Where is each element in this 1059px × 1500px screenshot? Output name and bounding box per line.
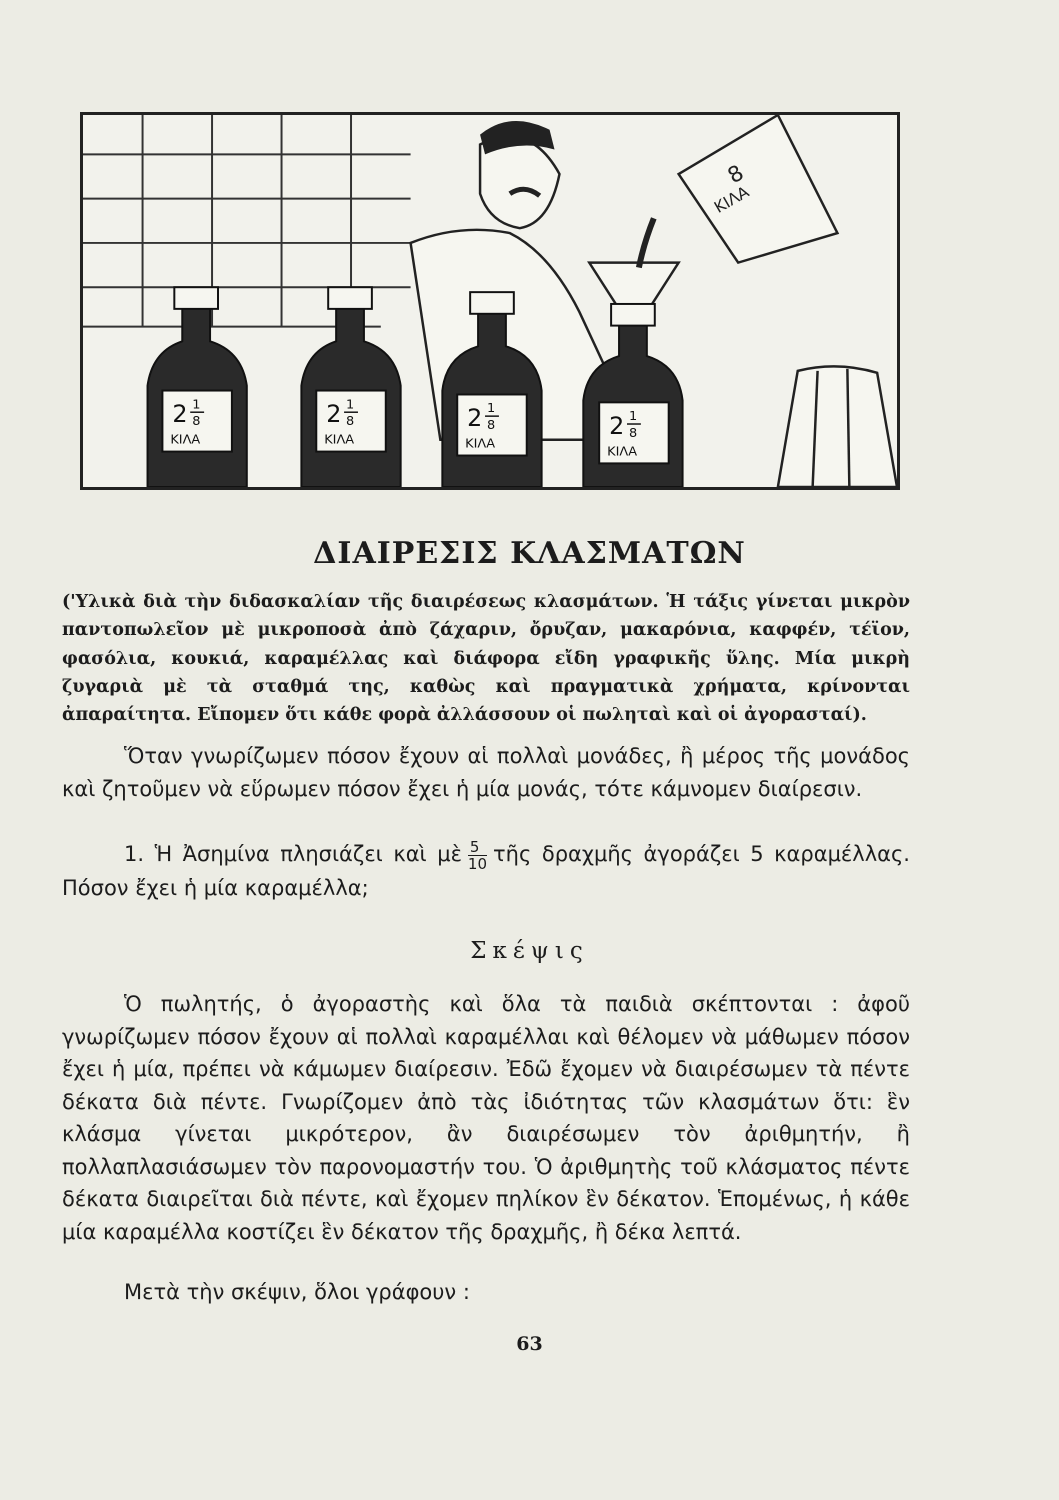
fraction	[468, 839, 487, 872]
bottle-label-den: 8	[346, 414, 355, 429]
grocery-illustration-drawing	[83, 115, 897, 487]
fraction-numerator: 5	[468, 839, 487, 856]
bottle-label-num: 1	[192, 397, 201, 413]
bottle-label-whole: 2	[609, 411, 625, 440]
bottle-label-num: 1	[628, 409, 638, 425]
page-title: ΔΙΑΙΡΕΣΙΣ ΚΛΑΣΜΑΤΩΝ	[313, 536, 746, 571]
bottle-label-unit: ΚΙΛΑ	[607, 444, 638, 460]
paragraph-reasoning	[62, 988, 910, 1248]
bottle	[583, 304, 682, 487]
problem-text-after: τῆς δραχμῆς ἀγοράζει 5 καραμέλλας. Πόσον ἔχει ἡ μία καραμέλλα;	[62, 842, 910, 900]
bag-label-unit: ΚΙΛΑ	[710, 182, 753, 217]
bottle-label-den: 8	[487, 417, 496, 433]
problem-statement	[62, 838, 910, 904]
bottle-label-unit: ΚΙΛΑ	[324, 432, 355, 448]
bottle-label-unit: ΚΙΛΑ	[465, 436, 496, 452]
bottle-label-whole: 2	[467, 404, 483, 432]
fraction-denominator: 10	[467, 854, 488, 873]
page-number: 63	[516, 1333, 543, 1355]
bottle-label-whole: 2	[172, 400, 188, 429]
bottle-label-num: 1	[346, 397, 355, 413]
intro-paragraph: ('Υλικὰ διὰ τὴν διδασκαλίαν τῆς διαιρέσεως κλασμάτων. Ἡ τάξις γίνεται μικρὸν παντοπωλεῖον μὲ μικροποσὰ ἀπὸ ζάχαριν, ὄρυζαν, μακαρόνια, καφφέν, τέϊον, φασόλια, κουκιά, καραμέλλας καὶ διάφορα εἴδη γραφικῆς ὕλης. Μία μικρὴ ζυγαριὰ μὲ τὰ σταθμά της, καθὼς καὶ πραγματικὰ χρήματα, κρίνονται ἀπαραίτητα. Εἴπομεν ὅτι κάθε φορὰ ἀλλάσσουν οἱ πωληταὶ καὶ οἱ ἀγορασταί).	[62, 592, 910, 726]
grocery-illustration	[80, 112, 900, 490]
bottle-label-num: 1	[487, 401, 496, 417]
bottle	[148, 287, 247, 487]
paragraph-conclusion-text: Μετὰ τὴν σκέψιν, ὅλοι γράφουν :	[124, 1280, 470, 1304]
paragraph-definition-text: Ὅταν γνωρίζωμεν πόσον ἔχουν αἱ πολλαὶ μονάδες, ἢ μέρος τῆς μονάδος καὶ ζητοῦμεν νὰ εὕρωμεν πόσον ἔχει ἡ μία μονάς, τότε κάμνομεν διαίρεσιν.	[62, 744, 910, 801]
problem-text-before: 1. Ἡ Ἀσημίνα πλησιάζει καὶ μὲ	[124, 842, 462, 866]
bottle-label-den: 8	[628, 425, 638, 441]
bottle-label-whole: 2	[326, 400, 342, 429]
bottle-label-den: 8	[192, 414, 201, 429]
paragraph-reasoning-text: Ὁ πωλητής, ὁ ἀγοραστὴς καὶ ὅλα τὰ παιδιὰ σκέπτονται : ἀφοῦ γνωρίζωμεν πόσον ἔχουν αἱ πολλαὶ καραμέλλαι καὶ θέλομεν νὰ μάθωμεν πόσον ἔχει ἡ μία, πρέπει νὰ κάμωμεν διαίρεσιν. Ἐδῶ ἔχομεν νὰ διαιρέσωμεν τὰ πέντε δέκατα διὰ πέντε. Γνωρίζομεν ἀπὸ τὰς ἰδιότητας τῶν κλασμάτων ὅτι: ἓν κλάσμα γίνεται μικρότερον, ἂν διαιρέσωμεν τὸν ἀριθμητήν, ἢ πολλαπλασιάσωμεν τὸν παρονομαστήν του. Ὁ ἀριθμητὴς τοῦ κλάσματος πέντε δέκατα διαιρεῖται διὰ πέντε, καὶ ἔχομεν πηλίκον ἓν δέκατον. Ἑπομένως, ἡ κάθε μία καραμέλλα κοστίζει ἓν δέκατον τῆς δραχμῆς, ἢ δέκα λεπτά.	[62, 992, 910, 1244]
paragraph-conclusion	[62, 1276, 910, 1309]
bag-label: 8	[723, 160, 749, 190]
bottle	[301, 287, 400, 487]
paragraph-definition	[62, 740, 910, 805]
section-heading: Σκέψις	[470, 938, 589, 964]
bottle-label-unit: ΚΙΛΑ	[170, 432, 201, 448]
